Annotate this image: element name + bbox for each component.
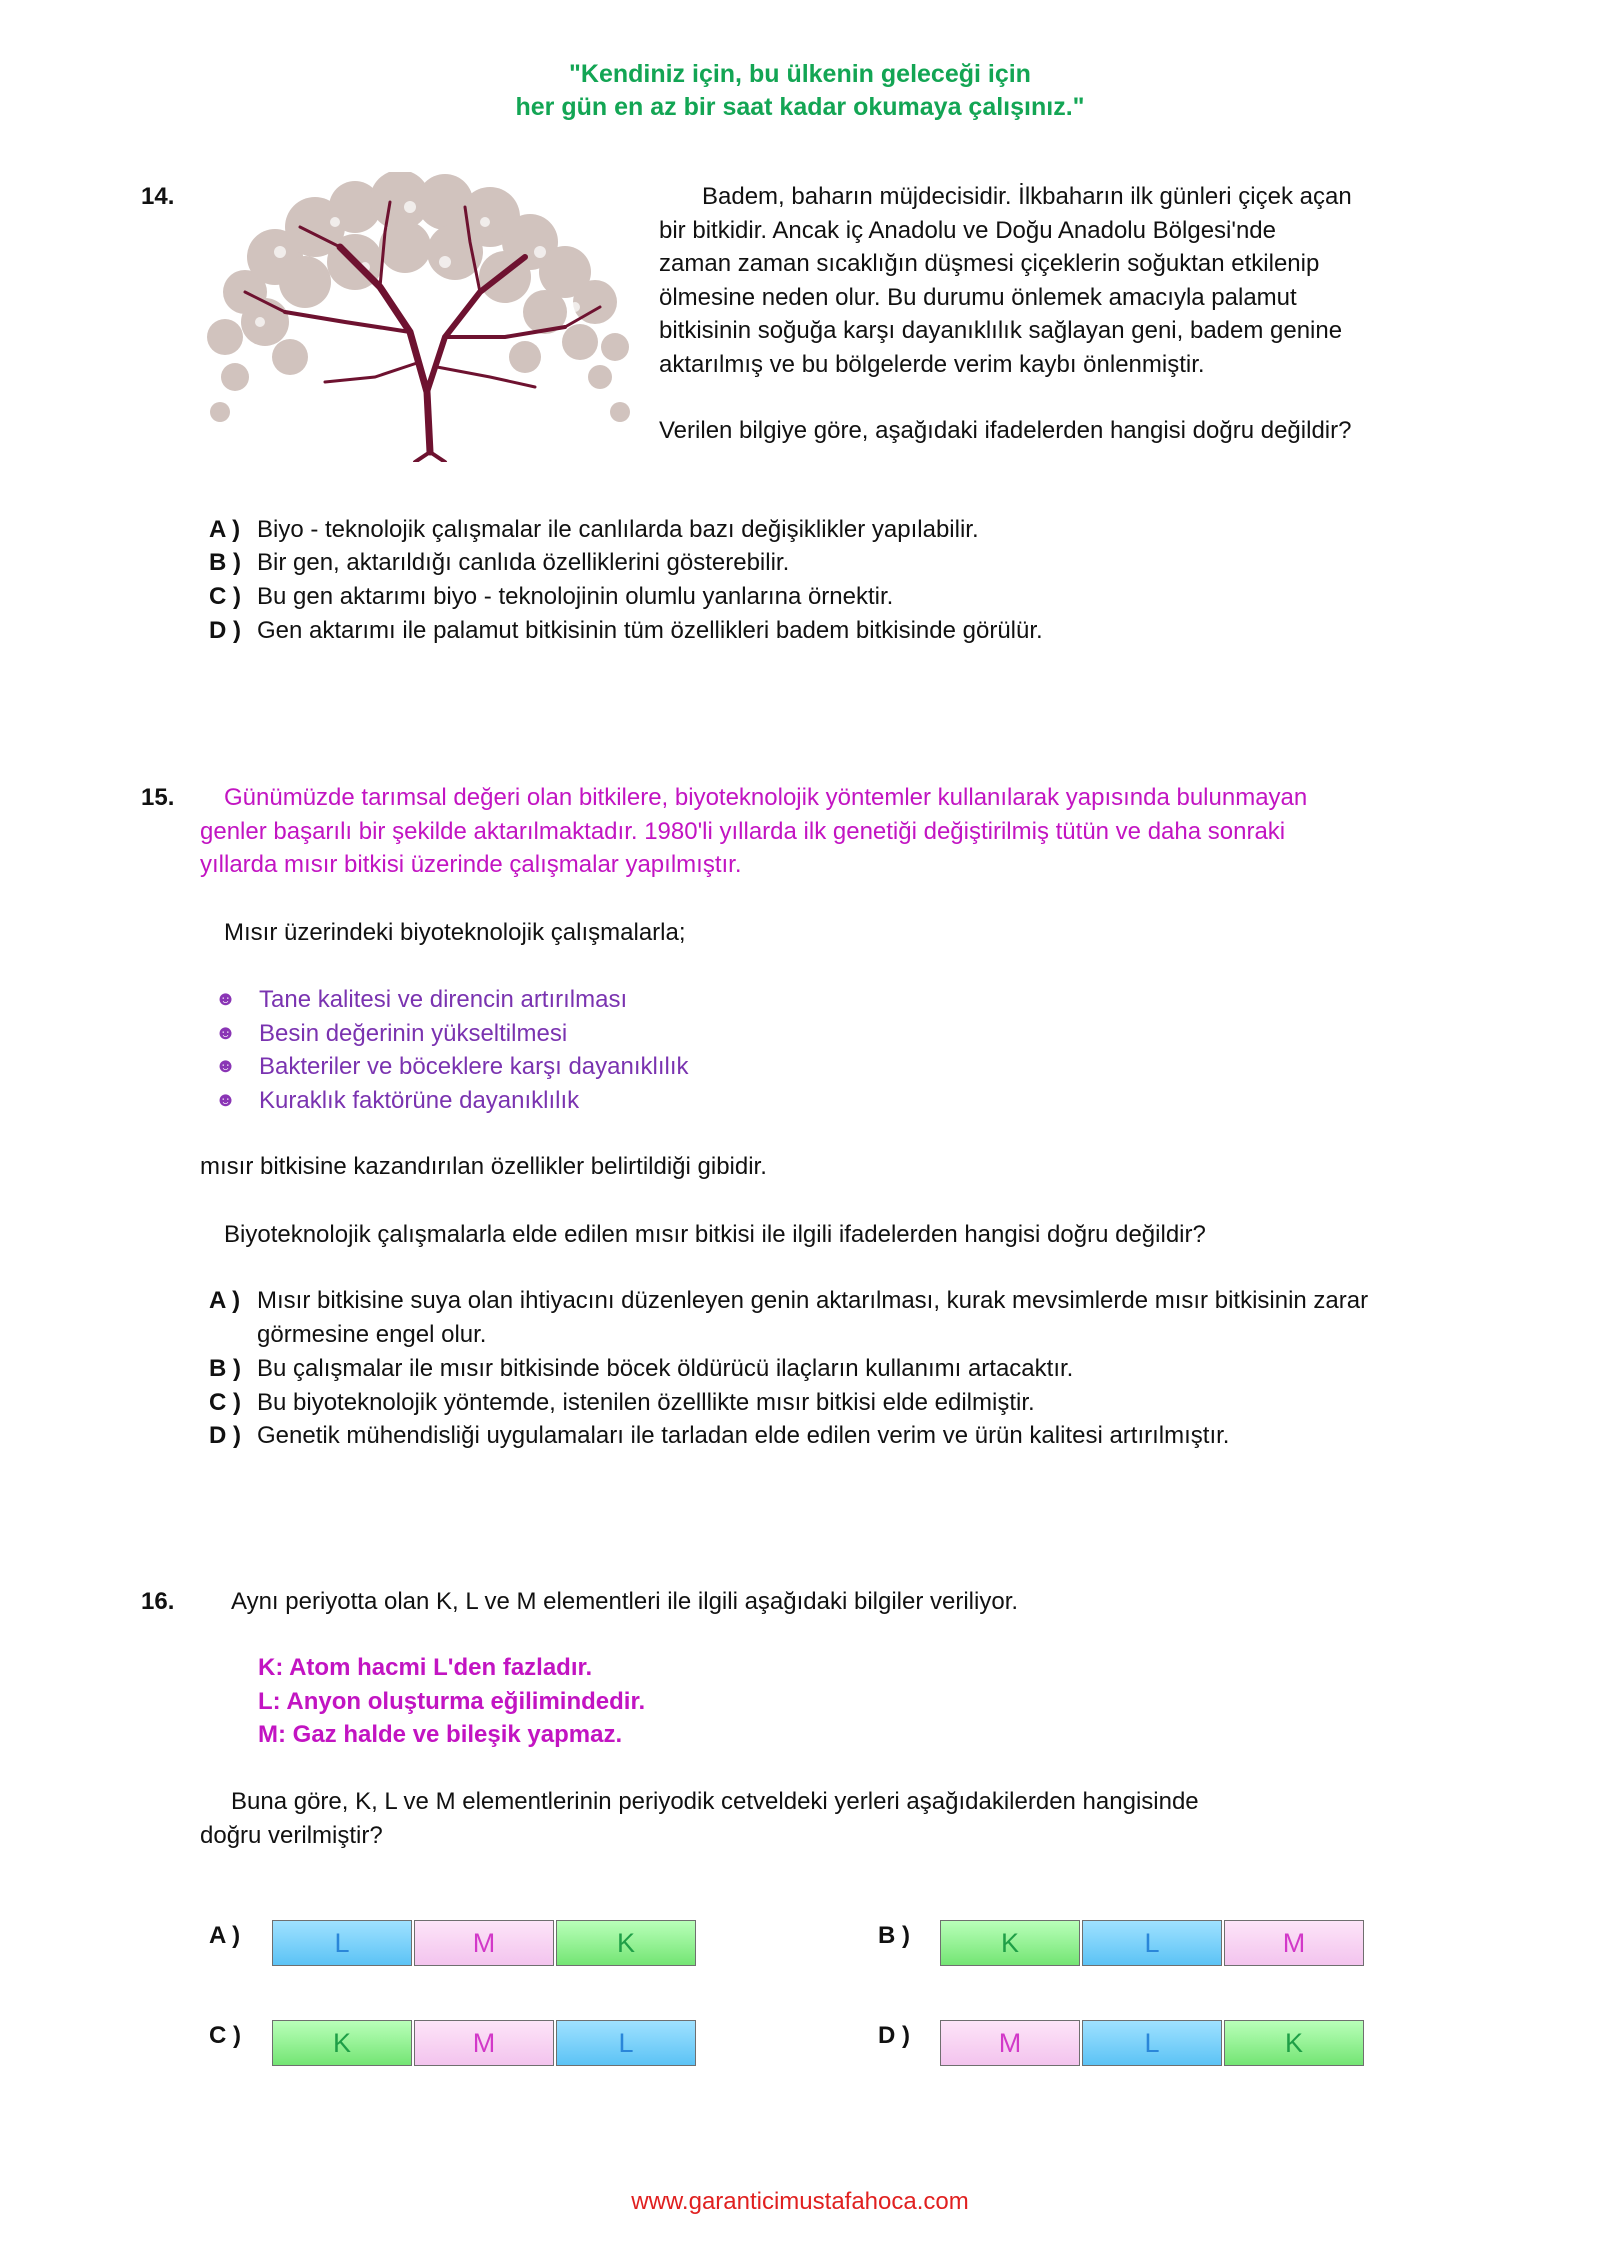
q14-paragraph-line: bir bitkidir. Ancak iç Anadolu ve Doğu Anadolu Bölgesi'nde — [659, 216, 1276, 244]
element-cell: M — [1224, 1920, 1364, 1966]
q15-intro-line: Günümüzde tarımsal değeri olan bitkilere, biyoteknolojik yöntemler kullanılarak yapısında bulunmayan — [224, 784, 1308, 811]
q16-choice-a-label[interactable]: A ) — [209, 1922, 241, 1949]
element-cell: M — [414, 2020, 554, 2066]
almond-tree-illustration — [205, 172, 645, 462]
element-cell: K — [556, 1920, 696, 1966]
option-text: Bu gen aktarımı biyo - teknolojinin olumlu yanlarına örnektir. — [257, 583, 894, 610]
q14-paragraph-line: bitkisinin soğuğa karşı dayanıklılık sağlayan geni, badem genine — [659, 317, 1343, 344]
option-label: B ) — [209, 1355, 241, 1382]
option-label: D ) — [209, 1422, 241, 1449]
element-cell: L — [272, 1920, 412, 1966]
q16-choice-c-label[interactable]: C ) — [209, 2022, 241, 2049]
q16-choice-c-strip[interactable] — [272, 2020, 698, 2066]
question-14-prompt: Verilen bilgiye göre, aşağıdaki ifadelerden hangisi doğru değildir? — [659, 417, 1352, 444]
question-15-number: 15. — [141, 784, 175, 811]
option-text: Genetik mühendisliği uygulamaları ile tarladan elde edilen verim ve ürün kalitesi artırılmıştır. — [257, 1422, 1230, 1449]
question-15-intro — [200, 781, 1500, 882]
element-cell: L — [556, 2020, 696, 2066]
element-cell: M — [414, 1920, 554, 1966]
q15-intro-line: genler başarılı bir şekilde aktarılmaktadır. 1980'li yıllarda ilk genetiği değiştirilmiş tütün ve daha sonraki — [200, 817, 1286, 845]
quote-line-1: "Kendiniz için, bu ülkenin geleceği için — [569, 60, 1031, 88]
option-text: Mısır bitkisine suya olan ihtiyacını düzenleyen genin aktarılması, kurak mevsimlerde mısır bitkisinin zarar görmesine engel olur. — [257, 1287, 1369, 1348]
option-label: D ) — [209, 617, 241, 644]
question-14-number: 14. — [141, 183, 175, 210]
q15-intro-line: yıllarda mısır bitkisi üzerinde çalışmalar yapılmıştır. — [200, 851, 742, 878]
q16-choice-d-label[interactable]: D ) — [878, 2022, 910, 2049]
q16-choice-b-label[interactable]: B ) — [878, 1922, 910, 1949]
question-15-after: mısır bitkisine kazandırılan özellikler belirtildiği gibidir. — [200, 1153, 767, 1180]
option-label: A ) — [209, 516, 241, 543]
element-cell: L — [1082, 1920, 1222, 1966]
smiley-bullet-icon: ☻ — [215, 1055, 237, 1077]
header-quote — [0, 58, 1600, 124]
q16-facts — [258, 1651, 645, 1752]
question-16-intro: Aynı periyotta olan K, L ve M elementleri ile ilgili aşağıdaki bilgiler veriliyor. — [231, 1588, 1019, 1615]
q14-paragraph-line: aktarılmış ve bu bölgelerde verim kaybı önlenmiştir. — [659, 350, 1205, 378]
option-text: Bir gen, aktarıldığı canlıda özelliklerini gösterebilir. — [257, 549, 790, 576]
question-15-lead: Mısır üzerindeki biyoteknolojik çalışmalarla; — [224, 919, 686, 946]
q16-choice-d-strip[interactable] — [940, 2020, 1366, 2066]
quote-line-2: her gün en az bir saat kadar okumaya çalışınız." — [515, 93, 1085, 121]
option-label: A ) — [209, 1287, 241, 1314]
q16-choice-a-strip[interactable] — [272, 1920, 698, 1966]
footer-url[interactable]: www.garanticimustafahoca.com — [631, 2188, 969, 2215]
q16-prompt-line: doğru verilmiştir? — [200, 1821, 383, 1849]
question-16-prompt — [200, 1785, 1500, 1852]
option-label: C ) — [209, 583, 241, 610]
smiley-bullet-icon: ☻ — [215, 988, 237, 1010]
q14-paragraph-line: zaman zaman sıcaklığın düşmesi çiçeklerin soğuktan etkilenip — [659, 250, 1320, 277]
element-cell: M — [940, 2020, 1080, 2066]
element-cell: L — [1082, 2020, 1222, 2066]
q16-choice-b-strip[interactable] — [940, 1920, 1366, 1966]
q16-prompt-line: Buna göre, K, L ve M elementlerinin periyodik cetveldeki yerleri aşağıdakilerden hangisinde — [231, 1788, 1199, 1815]
q16-fact: K: Atom hacmi L'den fazladır. — [258, 1654, 593, 1681]
option-label: C ) — [209, 1389, 241, 1416]
q14-paragraph-line: Badem, baharın müjdecisidir. İlkbaharın ilk günleri çiçek açan — [702, 183, 1352, 210]
q16-fact: L: Anyon oluşturma eğilimindedir. — [258, 1687, 646, 1715]
question-14-paragraph — [659, 180, 1439, 381]
element-cell: K — [272, 2020, 412, 2066]
element-cell: K — [940, 1920, 1080, 1966]
smiley-bullet-icon: ☻ — [215, 1089, 237, 1111]
smiley-bullet-icon: ☻ — [215, 1022, 237, 1044]
q14-paragraph-line: ölmesine neden olur. Bu durumu önlemek amacıyla palamut — [659, 283, 1297, 311]
element-cell: K — [1224, 2020, 1364, 2066]
option-text: Biyo - teknolojik çalışmalar ile canlılarda bazı değişiklikler yapılabilir. — [257, 516, 979, 543]
question-15-prompt: Biyoteknolojik çalışmalarla elde edilen mısır bitkisi ile ilgili ifadelerden hangisi doğru değildir? — [224, 1221, 1206, 1248]
option-label: B ) — [209, 549, 241, 576]
question-16-number: 16. — [141, 1588, 175, 1615]
option-text: Bu çalışmalar ile mısır bitkisinde böcek öldürücü ilaçların kullanımı artacaktır. — [257, 1355, 1074, 1382]
option-text: Gen aktarımı ile palamut bitkisinin tüm özellikleri badem bitkisinde görülür. — [257, 617, 1043, 644]
q16-fact: M: Gaz halde ve bileşik yapmaz. — [258, 1721, 623, 1748]
option-text: Bu biyoteknolojik yöntemde, istenilen özelllikte mısır bitkisi elde edilmiştir. — [257, 1389, 1035, 1416]
